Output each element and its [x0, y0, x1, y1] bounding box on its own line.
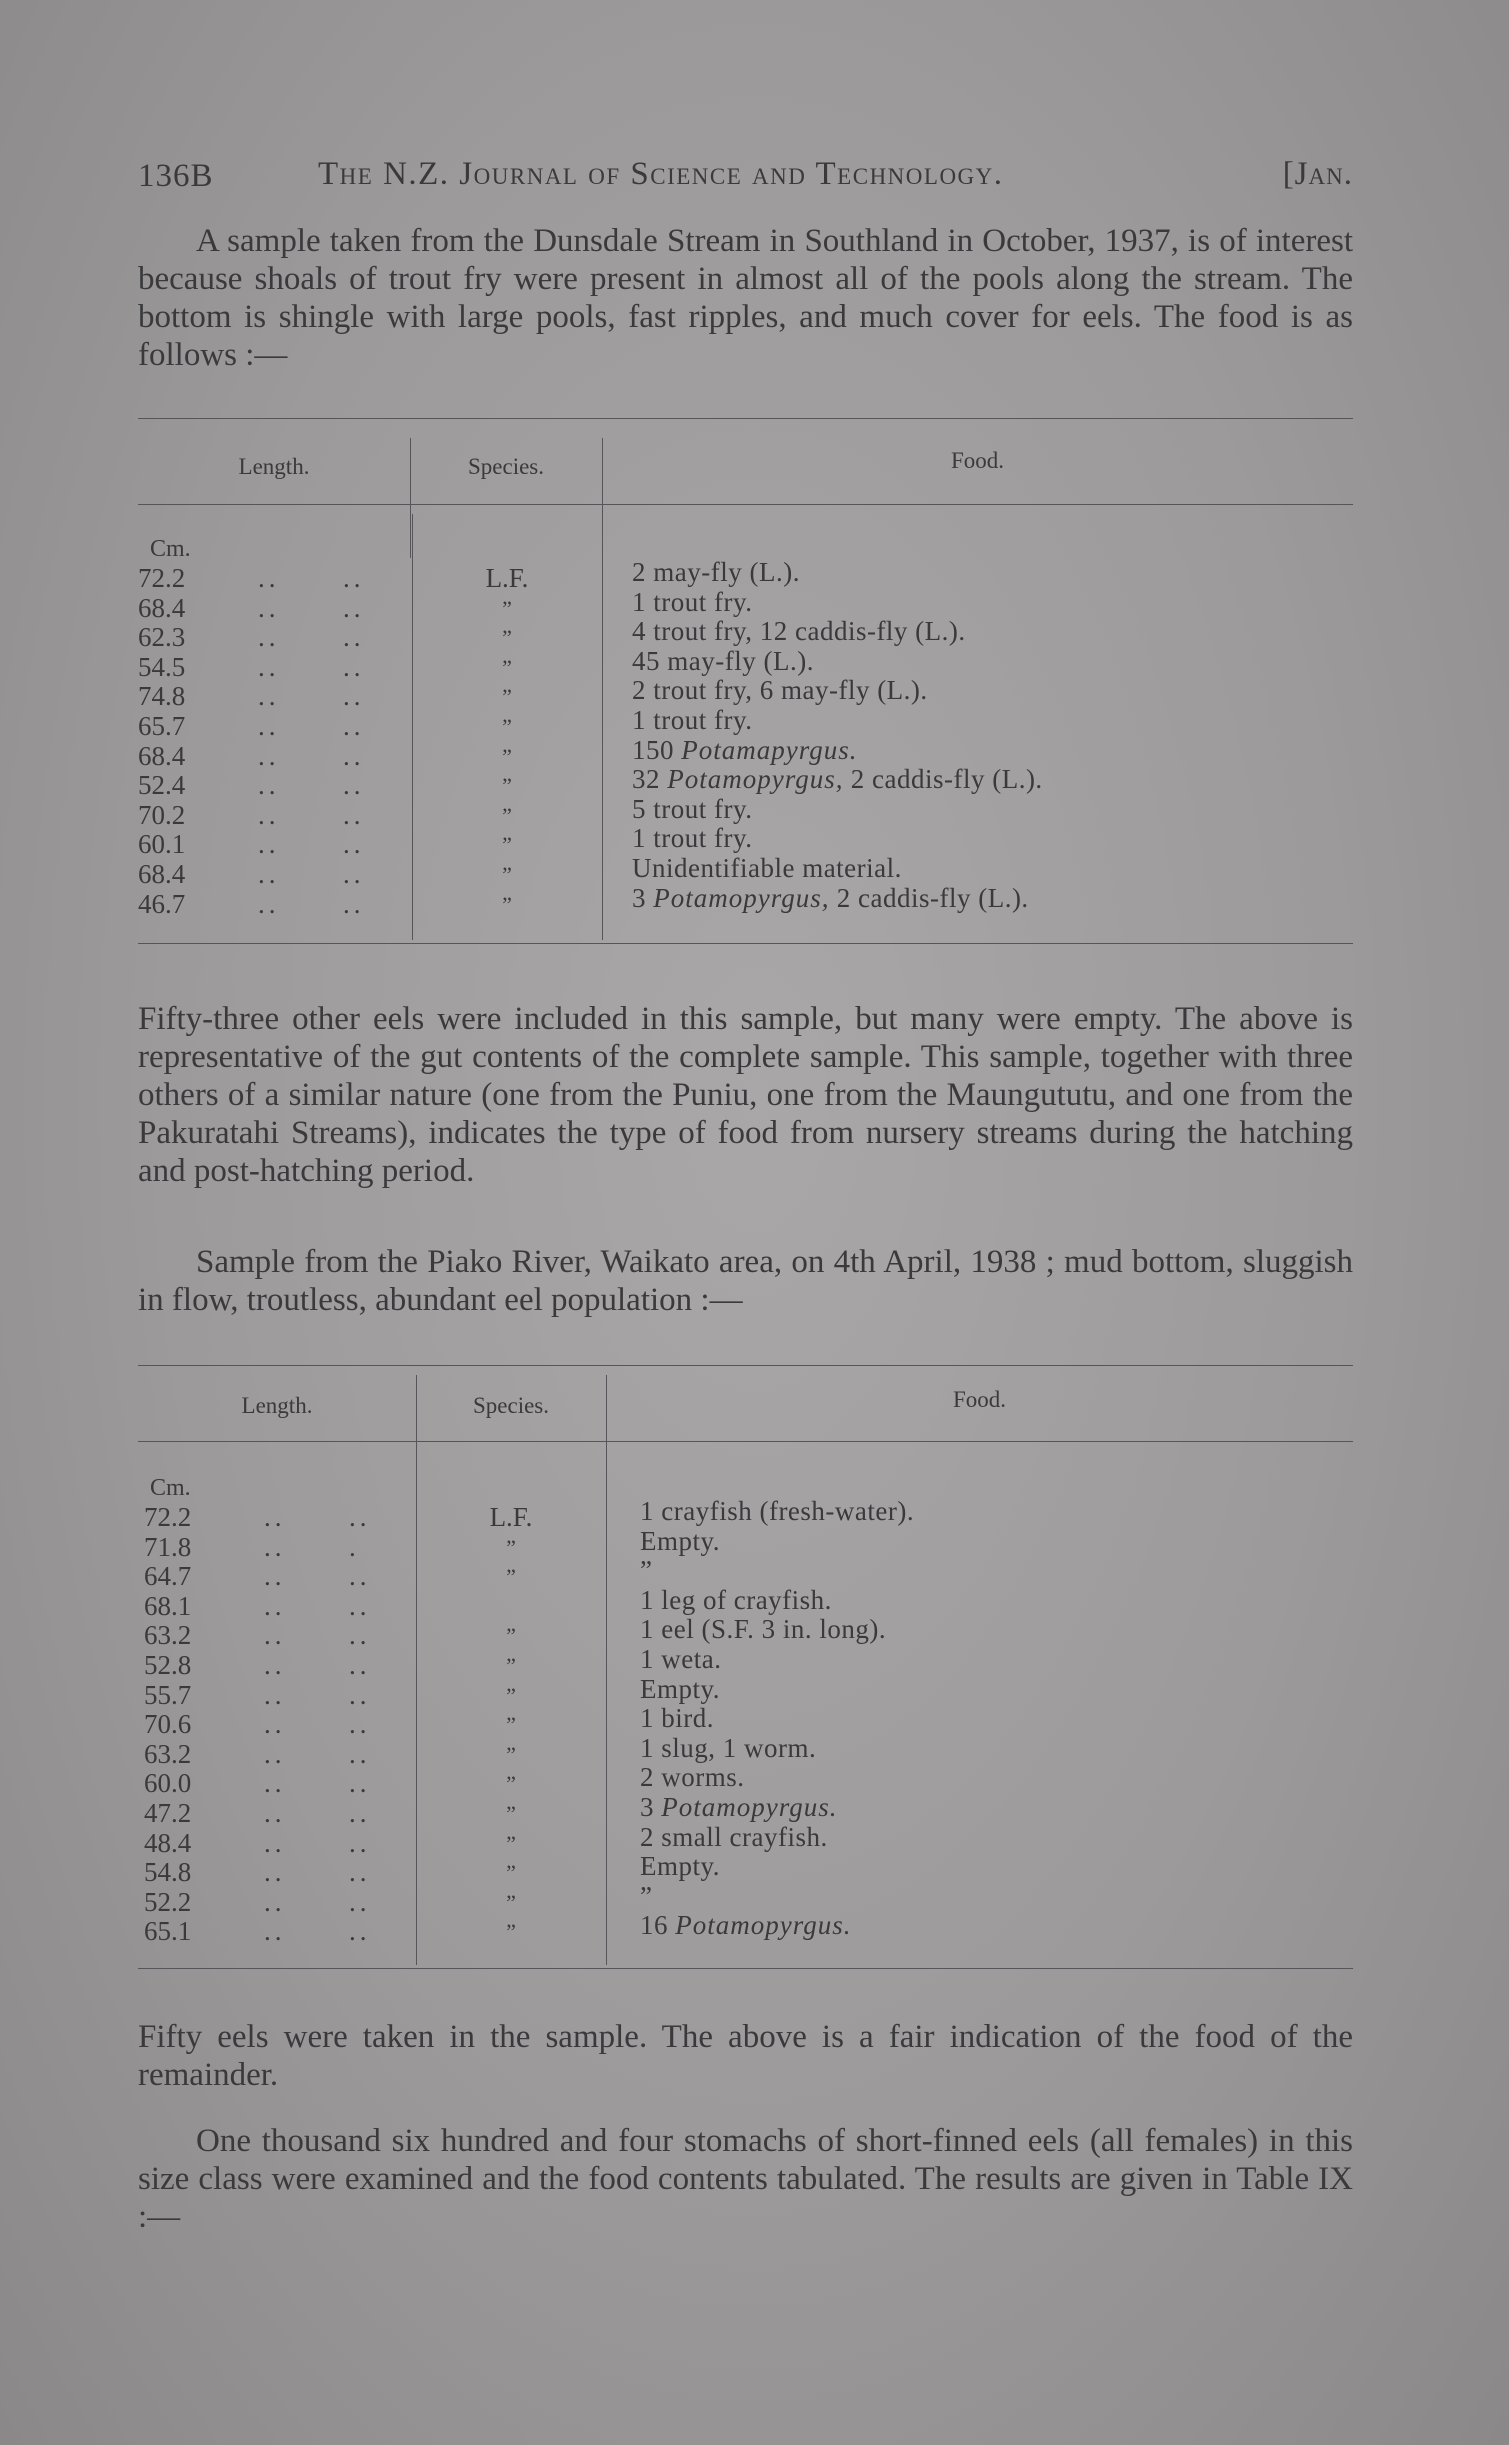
food-value: 1 crayfish (fresh-water). — [640, 1496, 915, 1526]
intro-paragraph: A sample taken from the Dunsdale Stream in Southland in October, 1937, is of interest because shoals of trout fry were present in almost all of the pools along the stream. The bottom is shingle with large pools, fast ripples, and much cover for eels. The food is as follows :— — [138, 223, 1353, 373]
table-row — [138, 771, 438, 801]
species-value: ” — [502, 891, 512, 917]
leader-dots: .. — [258, 651, 280, 682]
length-value: 63.2 — [144, 1620, 192, 1651]
leader-dots: .. — [258, 858, 280, 889]
food-count: 3 — [640, 1791, 662, 1822]
leader-dots: .. — [258, 770, 280, 801]
length-value: 71.8 — [144, 1531, 192, 1562]
leader-dots: .. — [349, 1679, 371, 1710]
species-value: ” — [506, 1771, 516, 1797]
leader-dots: .. — [264, 1561, 286, 1592]
species-value: L.F. — [485, 563, 529, 593]
species-value: ” — [502, 713, 512, 739]
issue-month: [Jan. — [1282, 156, 1353, 192]
food-value: 1 leg of crayfish. — [640, 1584, 832, 1615]
length-value: 72.2 — [138, 563, 186, 593]
food-column — [632, 558, 1043, 913]
food-value — [632, 765, 1043, 795]
leader-dots: .. — [349, 1827, 371, 1858]
leader-dots: .. — [264, 1768, 286, 1799]
table-row — [138, 564, 438, 594]
leader-dots: .. — [258, 592, 280, 623]
food-value: 45 may-fly (L.). — [632, 645, 814, 676]
leader-dots: .. — [343, 858, 365, 889]
table-row — [138, 890, 438, 920]
food-value: Empty. — [640, 1851, 720, 1882]
species-value: ” — [506, 1682, 516, 1708]
food-count: 32 — [632, 764, 668, 795]
length-header: Length. — [241, 1393, 313, 1418]
species-value: ” — [506, 1919, 516, 1945]
table-row — [138, 712, 438, 742]
leader-dots: .. — [343, 592, 365, 623]
table-row — [138, 682, 438, 712]
species-header: Species. — [467, 454, 544, 479]
table-row — [144, 1503, 444, 1533]
leader-dots: .. — [349, 1561, 371, 1592]
species-column — [412, 564, 602, 919]
table-top-rule — [138, 1365, 1353, 1366]
food-value: ” — [640, 1880, 653, 1911]
length-value: 54.5 — [138, 651, 186, 682]
length-value: 65.1 — [144, 1916, 192, 1947]
food-value: 2 small crayfish. — [640, 1821, 828, 1852]
leader-dots: .. — [264, 1649, 286, 1680]
piako-food-table — [138, 1365, 1353, 1975]
table-row — [144, 1681, 444, 1711]
species-value: ” — [502, 743, 512, 769]
food-value: Unidentifiable material. — [632, 852, 902, 883]
table-row — [138, 623, 438, 653]
food-value: 2 may-fly (L.). — [632, 557, 800, 587]
length-value: 72.2 — [144, 1502, 192, 1532]
leader-dots: .. — [349, 1649, 371, 1680]
food-value: 4 trout fry, 12 caddis-fly (L.). — [632, 616, 966, 647]
food-extra: 2 caddis-fly (L.). — [829, 882, 1029, 913]
leader-dots: .. — [349, 1590, 371, 1621]
leader-dots: .. — [264, 1797, 286, 1828]
species-value: ” — [506, 1830, 516, 1856]
leader-dots: .. — [264, 1857, 286, 1888]
table-row — [144, 1710, 444, 1740]
leader-dots: .. — [258, 740, 280, 771]
food-value — [632, 884, 1043, 914]
species-value: ” — [502, 832, 512, 858]
length-value: 62.3 — [138, 622, 186, 653]
leader-dots: .. — [349, 1797, 371, 1828]
leader-dots: .. — [264, 1531, 286, 1562]
leader-dots: .. — [349, 1857, 371, 1888]
leader-dots: .. — [258, 622, 280, 653]
table-bottom-rule — [138, 943, 1353, 944]
species-value: ” — [502, 654, 512, 680]
table-bottom-rule — [138, 1968, 1353, 1969]
table-row — [144, 1533, 444, 1563]
leader-dots: .. — [343, 740, 365, 771]
food-value: 1 trout fry. — [632, 586, 753, 617]
food-extra: 2 caddis-fly (L.). — [843, 764, 1043, 795]
length-value: 48.4 — [144, 1827, 192, 1858]
leader-dots: .. — [349, 1768, 371, 1799]
length-value: 63.2 — [144, 1738, 192, 1769]
species-value: ” — [506, 1564, 516, 1590]
table-row — [138, 801, 438, 831]
table-row — [144, 1888, 444, 1918]
food-value: 1 eel (S.F. 3 in. long). — [640, 1614, 887, 1645]
food-value: 1 slug, 1 worm. — [640, 1732, 817, 1763]
leader-dots: .. — [264, 1590, 286, 1621]
length-value: 52.8 — [144, 1649, 192, 1680]
length-value: 70.6 — [144, 1709, 192, 1740]
leader-dots: .. — [349, 1709, 371, 1740]
length-value: 55.7 — [144, 1679, 192, 1710]
leader-dots: .. — [264, 1886, 286, 1917]
leader-dots: .. — [349, 1502, 371, 1532]
species-value: ” — [506, 1652, 516, 1678]
food-taxon: Potamopyrgus, — [667, 764, 844, 795]
food-value: 2 worms. — [640, 1762, 745, 1793]
leader-dots: .. — [343, 799, 365, 830]
food-value: 1 trout fry. — [632, 823, 753, 854]
leader-dots: .. — [264, 1916, 286, 1947]
unit-label: Cm. — [150, 1475, 191, 1501]
food-value — [640, 1911, 914, 1941]
food-value: 2 trout fry, 6 may-fly (L.). — [632, 675, 928, 706]
leader-dots: .. — [343, 563, 365, 593]
table-row — [144, 1917, 444, 1947]
length-value: 74.8 — [138, 681, 186, 712]
species-header: Species. — [472, 1393, 549, 1418]
table-row — [138, 594, 438, 624]
leader-dots: .. — [258, 710, 280, 741]
species-value: ” — [506, 1623, 516, 1649]
journal-title: The N.Z. Journal of Science and Technology. — [318, 156, 1004, 192]
species-value: L.F. — [489, 1502, 533, 1532]
dunsdale-food-table — [138, 418, 1353, 948]
leader-dots: .. — [343, 888, 365, 919]
final-paragraph: One thousand six hundred and four stomachs of short-finned eels (all females) in this size class were examined and the food contents tabulated. The results are given in Table IX :— — [138, 2123, 1353, 2235]
food-header: Food. — [950, 448, 1005, 473]
table-row — [144, 1858, 444, 1888]
leader-dots: .. — [349, 1916, 371, 1947]
species-value: ” — [502, 595, 512, 621]
leader-dots: .. — [349, 1886, 371, 1917]
table-row — [138, 653, 438, 683]
leader-dots: .. — [343, 770, 365, 801]
table-row — [144, 1562, 444, 1592]
length-value: 47.2 — [144, 1797, 192, 1828]
leader-dots: .. — [264, 1679, 286, 1710]
species-value — [416, 1592, 606, 1622]
table-header-rule — [138, 504, 1353, 505]
species-value: ” — [506, 1712, 516, 1738]
table-row — [144, 1769, 444, 1799]
food-column — [640, 1497, 914, 1941]
leader-dots: . — [349, 1531, 360, 1562]
table-row — [144, 1592, 444, 1622]
length-value: 70.2 — [138, 799, 186, 830]
food-taxon: Potamapyrgus. — [681, 734, 858, 765]
leader-dots: .. — [343, 710, 365, 741]
length-value: 46.7 — [138, 888, 186, 919]
species-value: ” — [502, 861, 512, 887]
species-value: ” — [502, 625, 512, 651]
length-value: 64.7 — [144, 1561, 192, 1592]
leader-dots: .. — [258, 563, 280, 593]
food-header: Food. — [952, 1387, 1007, 1412]
column-divider — [602, 438, 603, 940]
species-column — [416, 1503, 606, 1947]
after-table2-paragraph: Fifty eels were taken in the sample. The above is a fair indication of the food of the remainder. — [138, 2019, 1353, 2093]
leader-dots: .. — [264, 1502, 286, 1532]
table-top-rule — [138, 418, 1353, 419]
leader-dots: .. — [264, 1709, 286, 1740]
length-value: 54.8 — [144, 1857, 192, 1888]
species-value: ” — [502, 802, 512, 828]
table-row — [144, 1829, 444, 1859]
length-value: 60.0 — [144, 1768, 192, 1799]
food-value: Empty. — [640, 1673, 720, 1704]
length-value: 65.7 — [138, 710, 186, 741]
food-count: 3 — [632, 882, 654, 913]
leader-dots: .. — [258, 829, 280, 860]
after-table1-paragraph: Fifty-three other eels were included in this sample, but many were empty. The above is representative of the gut contents of the complete sample. This sample, together with three others of a similar nature (one from the Puniu, one from the Maungututu, and one from the Pakuratahi Streams), indicates the type of food from nursery streams during the hatching and post-hatching period. — [138, 1001, 1353, 1189]
species-value: ” — [502, 684, 512, 710]
running-header — [138, 150, 1353, 200]
species-value: ” — [506, 1860, 516, 1886]
leader-dots: .. — [264, 1738, 286, 1769]
species-value: ” — [502, 773, 512, 799]
food-count: 16 — [640, 1910, 676, 1941]
length-header: Length. — [238, 454, 310, 479]
leader-dots: .. — [343, 651, 365, 682]
food-value: 5 trout fry. — [632, 793, 753, 824]
food-value — [632, 736, 1043, 766]
length-column — [138, 564, 438, 919]
food-value: Empty. — [640, 1525, 720, 1556]
food-value — [640, 1793, 914, 1823]
food-value: 1 bird. — [640, 1703, 714, 1734]
column-divider — [606, 1375, 607, 1965]
table-header-rule — [138, 1441, 1353, 1442]
length-value: 68.4 — [138, 592, 186, 623]
piako-paragraph: Sample from the Piako River, Waikato area, on 4th April, 1938 ; mud bottom, sluggish in flow, troutless, abundant eel population :— — [138, 1244, 1353, 1318]
unit-label: Cm. — [150, 536, 191, 562]
species-value: ” — [506, 1889, 516, 1915]
length-value: 68.1 — [144, 1590, 192, 1621]
table-row — [144, 1651, 444, 1681]
food-taxon: Potamopyrgus. — [675, 1910, 852, 1941]
species-value: ” — [506, 1741, 516, 1767]
length-column — [144, 1503, 444, 1947]
species-value: ” — [506, 1800, 516, 1826]
food-taxon: Potamopyrgus. — [661, 1791, 838, 1822]
table-row — [144, 1740, 444, 1770]
leader-dots: .. — [343, 622, 365, 653]
length-value: 68.4 — [138, 740, 186, 771]
table-row — [138, 742, 438, 772]
leader-dots: .. — [264, 1827, 286, 1858]
food-value: 1 weta. — [640, 1643, 722, 1674]
table-row — [144, 1799, 444, 1829]
species-value: ” — [506, 1534, 516, 1560]
table-row — [138, 830, 438, 860]
leader-dots: .. — [258, 799, 280, 830]
food-taxon: Potamopyrgus, — [653, 882, 830, 913]
length-value: 68.4 — [138, 858, 186, 889]
table-row — [144, 1621, 444, 1651]
leader-dots: .. — [258, 681, 280, 712]
leader-dots: .. — [264, 1620, 286, 1651]
leader-dots: .. — [343, 681, 365, 712]
leader-dots: .. — [349, 1620, 371, 1651]
food-value: ” — [640, 1555, 653, 1586]
food-count: 150 — [632, 734, 682, 765]
leader-dots: .. — [349, 1738, 371, 1769]
table-row — [138, 860, 438, 890]
leader-dots: .. — [258, 888, 280, 919]
length-value: 60.1 — [138, 829, 186, 860]
page-number: 136B — [138, 158, 214, 194]
length-value: 52.2 — [144, 1886, 192, 1917]
leader-dots: .. — [343, 829, 365, 860]
food-value: 1 trout fry. — [632, 704, 753, 735]
length-value: 52.4 — [138, 770, 186, 801]
